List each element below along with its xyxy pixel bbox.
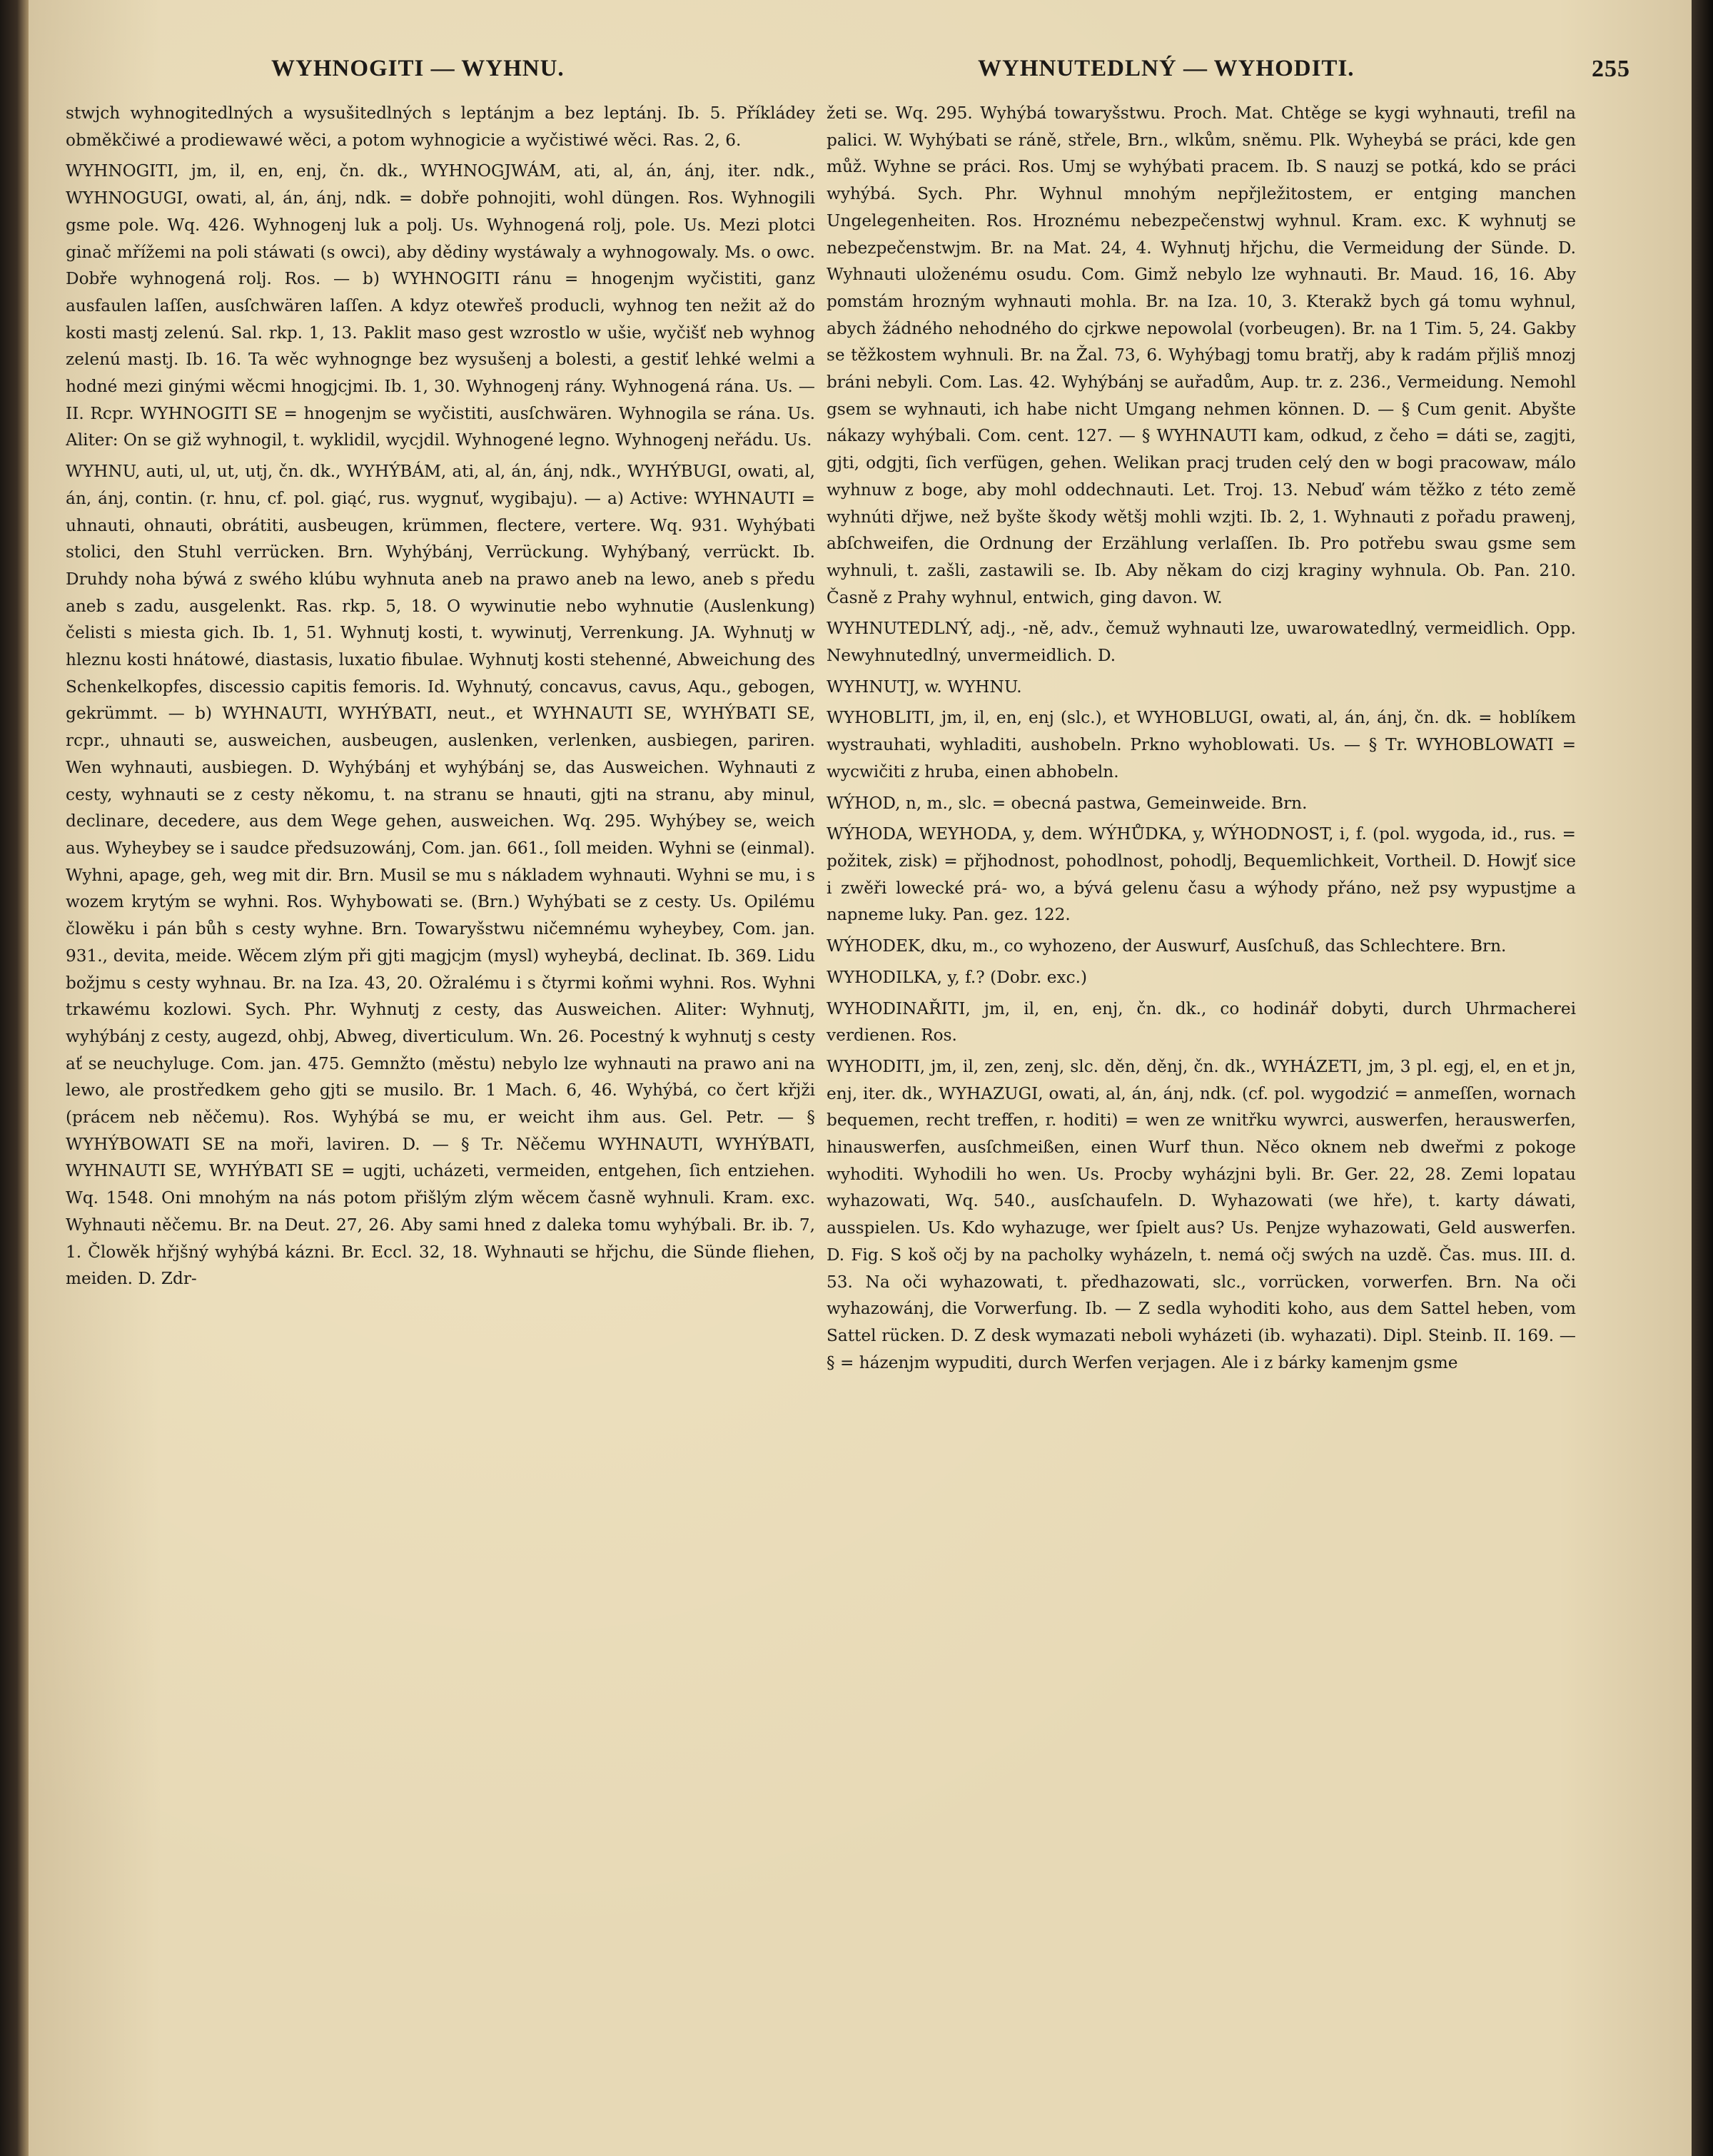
entry-paragraph: stwjch wyhnogitedlných a wysušitedlných s leptánjm a bez leptánj. Ib. 5. Příkládey obměkčiwé a prodiewawé wěci, a potom wyhnogicie a wyčistiwé wěci. Ras. 2, 6.: [66, 103, 815, 150]
entry-wyhobliti: WYHOBLITI, jm, il, en, enj (slc.), et WYHOBLUGI, owati, al, án, ánj, čn. dk. = hoblíkem wystrauhati, wyhladiti, aushobeln. Prkno wyhoblowati. Us. — § Tr. WYHOBLOWATI = wycwičiti z hruba, einen abhobeln.: [827, 708, 1576, 781]
entry-wyhod: WÝHOD, n, m., slc. = obecná pastwa, Gemeinweide. Brn.: [827, 793, 1308, 813]
book-gutter-edge: [0, 0, 29, 2156]
entry-wyhnutedlny: WYHNUTEDLNÝ, adj., -ně, adv., čemuž wyhnauti lze, uwarowatedlný, vermeidlich. Opp. Newyhnutedlný, unvermeidlich. D.: [827, 619, 1576, 666]
running-head-right: WYHNUTEDLNÝ — WYHODITI.: [978, 56, 1355, 81]
dictionary-page: [29, 0, 1692, 2156]
entry-wyhnogiti: WYHNOGITI, jm, il, en, enj, čn. dk., WYHNOGJWÁM, ati, al, án, ánj, iter. ndk., WYHNOGUGI, owati, al, án, ánj, ndk. = dobře pohnojiti, wohl düngen. Ros. Wyhnogili gsme pole. Wq. 426. Wyhnogenj luk a polj. Us. Wyhnogená rolj, pole. Us. Mezi plotci ginač mřížemi na poli stáwati (s owci), aby dědiny wystáwaly a wyhnogowaly. Ms. o owc. Dobře wyhnogená rolj. Ros. — b) WYHNOGITI ránu = hnogenjm wyčistiti, ganz ausfaulen laſſen, ausſchwären laſſen. A kdyz otewřeš producli, wyhnog ten nežit až do kosti mastj zelenú. Sal. rkp. 1, 13. Paklit maso gest wzrostlo w ušie, wyčišť neb wyhnog zelenú mastj. Ib. 16. Ta wěc wyhnognge bez wysušenj a bolesti, a gestiť lehké welmi a hodné mezi ginými wěcmi hnogjcjmi. Ib. 1, 30. Wyhnogenj rány. Wyhnogená rána. Us. — II. Rcpr. WYHNOGITI SE = hnogenjm se wyčistiti, ausſchwären. Wyhnogila se rána. Us. Aliter: On se giž wyhnogil, t. wyklidil, wycjdil. Wyhnogené legno. Wyhnogenj neřádu. Us.: [66, 161, 815, 450]
left-column: [66, 100, 815, 2134]
entry-wyhodek: WÝHODEK, dku, m., co wyhozeno, der Auswurf, Ausſchuß, das Schlechtere. Brn.: [827, 936, 1507, 956]
entry-wyhoditi: WYHODITI, jm, il, zen, zenj, slc. děn, děnj, čn. dk., WYHÁZETI, jm, 3 pl. egj, el, en et jn, enj, iter. dk., WYHAZUGI, owati, al, án, ánj, ndk. (cf. pol. wygodzić = anmeſſen, wornach bequemen, recht treffen, r. hoditi) = wen ze wnitřku wywrci, auswerfen, herauswerfen, hinauswerfen, ausſchmeißen, einen Wurf thun. Něco oknem neb dweřmi z pokoge wyhoditi. Wyhodili ho wen. Us. Procby wyházjni byli. Br. Ger. 22, 28. Zemi lopatau wyhazowati, Wq. 540., ausſchaufeln. D. Wyhazowati (we hře), t. karty dáwati, ausspielen. Us. Kdo wyhazuge, wer ſpielt aus? Us. Penjze wyhazowati, Geld auswerfen. D. Fig. S koš očj by na pacholky wyházeln, t. nemá očj swých na uzdě. Čas. mus. III. d. 53. Na oči wyhazowati, t. předhazowati, slc., vorrücken, vorwerfen. Brn. Na oči wyhazowánj, die Vorwerfung. Ib. — Z sedla wyhoditi koho, aus dem Sattel heben, vom Sattel rücken. D. Z desk wymazati neboli wyházeti (ib. wyhazati). Dipl. Steinb. II. 169. — § = házenjm wypuditi, durch Werfen verjagen. Ale i z bárky kamenjm gsme: [827, 1056, 1576, 1372]
page-right-edge: [1692, 0, 1713, 2156]
running-head: [29, 56, 1692, 88]
entry-wyhodinariti: WYHODINAŘITI, jm, il, en, enj, čn. dk., co hodinář dobyti, durch Uhrmacherei verdienen. Ros.: [827, 998, 1576, 1046]
page-number: 255: [1592, 56, 1630, 82]
entry-wyhoda: WÝHODA, WEYHODA, y, dem. WÝHŮDKA, y, WÝHODNOST, i, f. (pol. wygoda, id., rus. = požitek, zisk) = přjhodnost, pohodlnost, pohodlj, Bequemlichkeit, Vortheil. D. Howjť sice i zwěři lowecké prá- wo, a bývá gelenu času a wýhody přáno, než psy wypustjme a napneme luky. Pan. gez. 122.: [827, 824, 1576, 925]
entry-wyhnutj: WYHNUTJ, w. WYHNU.: [827, 677, 1022, 697]
running-head-left: WYHNOGITI — WYHNU.: [271, 56, 565, 81]
entry-paragraph: žeti se. Wq. 295. Wyhýbá towaryšstwu. Proch. Mat. Chtěge se kygi wyhnauti, trefil na palici. W. Wyhýbati se ráně, střele, Brn., wlkům, sněmu. Plk. Wyheybá se práci, kde gen můž. Wyhne se práci. Ros. Umj se wyhýbati pracem. Ib. S nauzj se potká, kdo se práci wyhýbá. Sych. Phr. Wyhnul mnohým nepřjležitostem, er entging manchen Ungelegenheiten. Ros. Hroznému nebezpečenstwj wyhnul. Kram. exc. K wyhnutj se nebezpečenstwjm. Br. na Mat. 24, 4. Wyhnutj hřjchu, die Vermeidung der Sünde. D. Wyhnauti uloženému osudu. Com. Gimž nebylo lze wyhnauti. Br. Maud. 16, 16. Aby pomstám hrozným wyhnauti mohla. Br. na Iza. 10, 3. Kterakž bych gá tomu wyhnul, abych žádného nehodného do cjrkwe nepowolal (vorbeugen). Br. na 1 Tim. 5, 24. Gakby se těžkostem wyhnuli. Br. na Žal. 73, 6. Wyhýbagj tomu bratřj, aby k radám přjliš mnozj bráni nebyli. Com. Las. 42. Wyhýbánj se auřadům, Aup. tr. z. 236., Vermeidung. Nemohl gsem se wyhnauti, ich habe nicht Umgang nehmen können. D. — § Cum genit. Abyšte nákazy wyhýbali. Com. cent. 127. — § WYHNAUTI kam, odkud, z čeho = dáti se, zagjti, gjti, odgjti, ſich verfügen, gehen. Welikan pracj truden celý den w bogi pracowaw, málo wyhnuw z boge, aby mohl oddechnauti. Let. Troj. 13. Nebuď wám těžko z této země wyhnúti dřjwe, než byšte škody wětšj mohli wzjti. Ib. 2, 1. Wyhnauti z pořadu prawenj, abſchweifen, die Ordnung der Erzählung verlaſſen. Ib. Pro potřebu swau gsme sem wyhnuli, t. zašli, zastawili se. Ib. Aby někam do cizj kraginy wyhnula. Ob. Pan. 210. Časně z Prahy wyhnul, entwich, ging davon. W.: [827, 103, 1576, 607]
right-column: [827, 100, 1576, 2134]
entry-wyhnu: WYHNU, auti, ul, ut, utj, čn. dk., WYHÝBÁM, ati, al, án, ánj, ndk., WYHÝBUGI, owati, al, án, ánj, contin. (r. hnu, cf. pol. giąć, rus. wygnuť, wygibaju). — a) Active: WYHNAUTI = uhnauti, ohnauti, obrátiti, ausbeugen, krümmen, flectere, vertere. Wq. 931. Wyhýbati stolici, den Stuhl verrücken. Brn. Wyhýbánj, Verrückung. Wyhýbaný, verrückt. Ib. Druhdy noha býwá z swého klúbu wyhnuta aneb na prawo aneb na lewo, aneb s předu aneb s zadu, ausgelenkt. Ras. rkp. 5, 18. O wywinutie nebo wyhnutie (Auslenkung) čelisti s miesta gich. Ib. 1, 51. Wyhnutj kosti, t. wywinutj, Verrenkung. JA. Wyhnutj w hleznu kosti hnátowé, diastasis, luxatio fibulae. Wyhnutj kosti stehenné, Abweichung des Schenkelkopfes, discessio capitis femoris. Id. Wyhnutý, concavus, cavus, Aqu., gebogen, gekrümmt. — b) WYHNAUTI, WYHÝBATI, neut., et WYHNAUTI SE, WYHÝBATI SE, rcpr., uhnauti se, ausweichen, ausbeugen, auslenken, verlenken, ausbiegen, pariren. Wen wyhnauti, ausbiegen. D. Wyhýbánj et wyhýbánj se, das Ausweichen. Wyhnauti z cesty, wyhnauti se z cesty někomu, t. na stranu se hnauti, gjti na stranu, aby minul, declinare, decedere, aus dem Wege gehen, ausweichen. Wq. 295. Wyhýbey se, weich aus. Wyheybey se i saudce předsuzowánj, Com. jan. 661., ſoll meiden. Wyhni se (einmal). Wyhni, apage, geh, weg mit dir. Brn. Musil se mu s nákladem wyhnauti. Wyhni se mu, i s wozem krytým se wyhni. Ros. Wyhybowati se. (Brn.) Wyhýbati se z cesty. Us. Opilému člowěku i pán bůh s cesty wyhne. Brn. Towaryšstwu ničemnému wyheybey, Com. jan. 931., devita, meide. Wěcem zlým při gjti magjcjm (mysl) wyheybá, declinat. Ib. 369. Lidu božjmu s cesty wyhnau. Br. na Iza. 43, 20. Ožralému i s čtyrmi koňmi wyhni. Ros. Wyhni trkawému kozlowi. Sych. Phr. Wyhnutj z cesty, das Ausweichen. Aliter: Wyhnutj, wyhýbánj z cesty, augezd, ohbj, Abweg, diverticulum. Wn. 26. Pocestný k wyhnutj s cesty ať se neuchyluge. Com. jan. 475. Gemnžto (městu) nebylo lze wyhnauti na prawo ani na lewo, ale prostředkem geho gjti se musilo. Br. 1 Mach. 6, 46. Wyhýbá, co čert křjži (prácem neb něčemu). Ros. Wyhýbá se mu, er weicht ihm aus. Gel. Petr. — § WYHÝBOWATI SE na moři, laviren. D. — § Tr. Něčemu WYHNAUTI, WYHÝBATI, WYHNAUTI SE, WYHÝBATI SE = ugjti, ucházeti, vermeiden, entgehen, ſich entziehen. Wq. 1548. Oni mnohým na nás potom přišlým zlým wěcem časně wyhnuli. Kram. exc. Wyhnauti něčemu. Br. na Deut. 27, 26. Aby sami hned z daleka tomu wyhýbali. Br. ib. 7, 1. Člowěk hřjšný wyhýbá kázni. Br. Eccl. 32, 18. Wyhnauti se hřjchu, die Sünde fliehen, meiden. D. Zdr-: [66, 462, 815, 1289]
entry-wyhodilka: WYHODILKA, y, f.? (Dobr. exc.): [827, 967, 1087, 987]
